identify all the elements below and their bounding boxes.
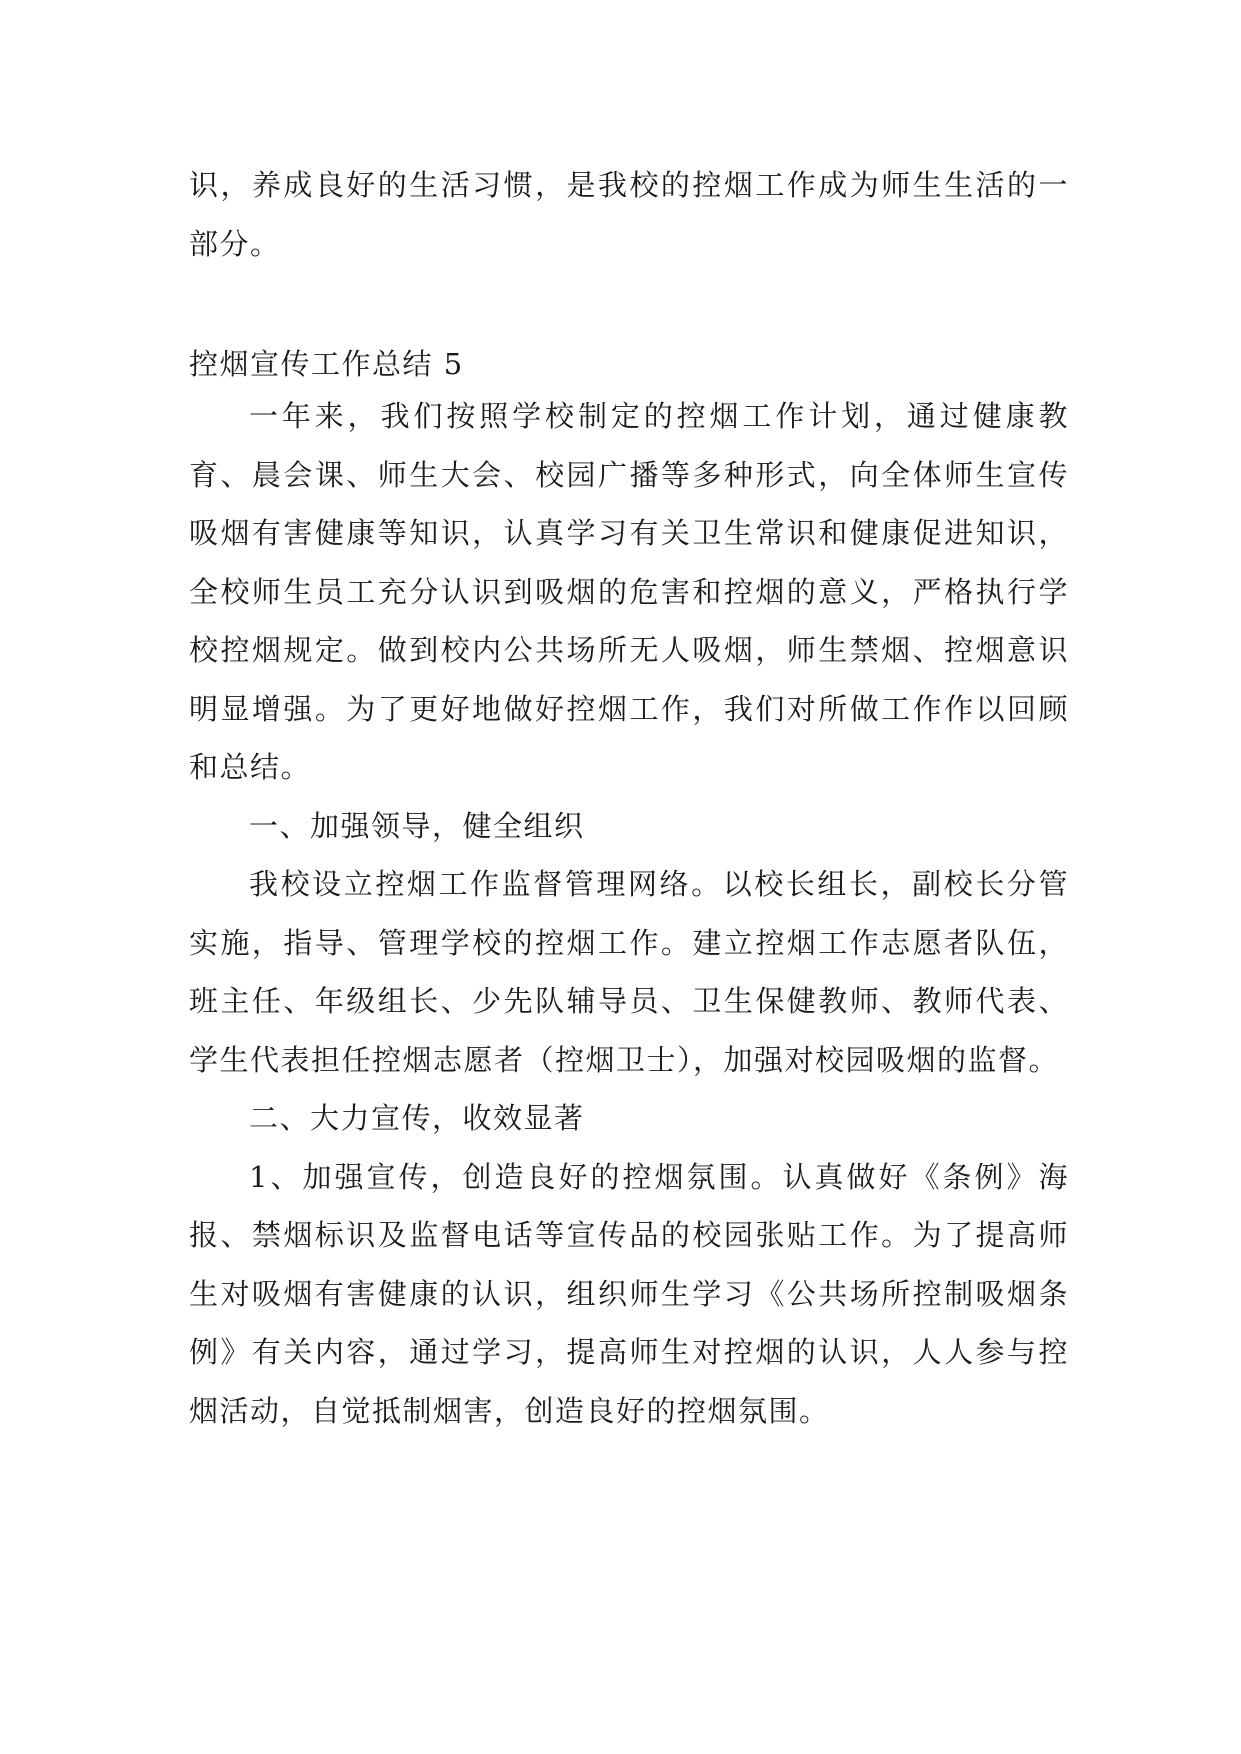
main-body [189, 387, 1069, 1440]
intro-paragraph: 一年来，我们按照学校制定的控烟工作计划，通过健康教育、晨会课、师生大会、校园广播等多种形式，向全体师生宣传吸烟有害健康等知识，认真学习有关卫生常识和健康促进知识，全校师生员工充分认识到吸烟的危害和控烟的意义，严格执行学校控烟规定。做到校内公共场所无人吸烟，师生禁烟、控烟意识明显增强。为了更好地做好控烟工作，我们对所做工作作以回顾和总结。 [189, 399, 1069, 784]
heading-leadership: 一、加强领导，健全组织 [249, 808, 585, 843]
continuation-block [189, 156, 1069, 273]
publicity-paragraph: 1、加强宣传，创造良好的控烟氛围。认真做好《条例》海报、禁烟标识及监督电话等宣传品的校园张贴工作。为了提高师生对吸烟有害健康的认识，组织师生学习《公共场所控制吸烟条例》有关内容，通过学习，提高师生对控烟的认识，人人参与控烟活动，自觉抵制烟害，创造良好的控烟氛围。 [189, 1159, 1069, 1428]
section-title: 控烟宣传工作总结 5 [189, 347, 464, 381]
continuation-paragraph: 识，养成良好的生活习惯，是我校的控烟工作成为师生生活的一部分。 [189, 168, 1069, 261]
heading-publicity: 二、大力宣传，收效显著 [249, 1101, 585, 1135]
leadership-paragraph: 我校设立控烟工作监督管理网络。以校长组长，副校长分管实施，指导、管理学校的控烟工作。建立控烟工作志愿者队伍，班主任、年级组长、少先队辅导员、卫生保健教师、教师代表、学生代表担任控烟志愿者（控烟卫士），加强对校园吸烟的监督。 [189, 867, 1069, 1077]
section-title-block [189, 335, 1069, 394]
